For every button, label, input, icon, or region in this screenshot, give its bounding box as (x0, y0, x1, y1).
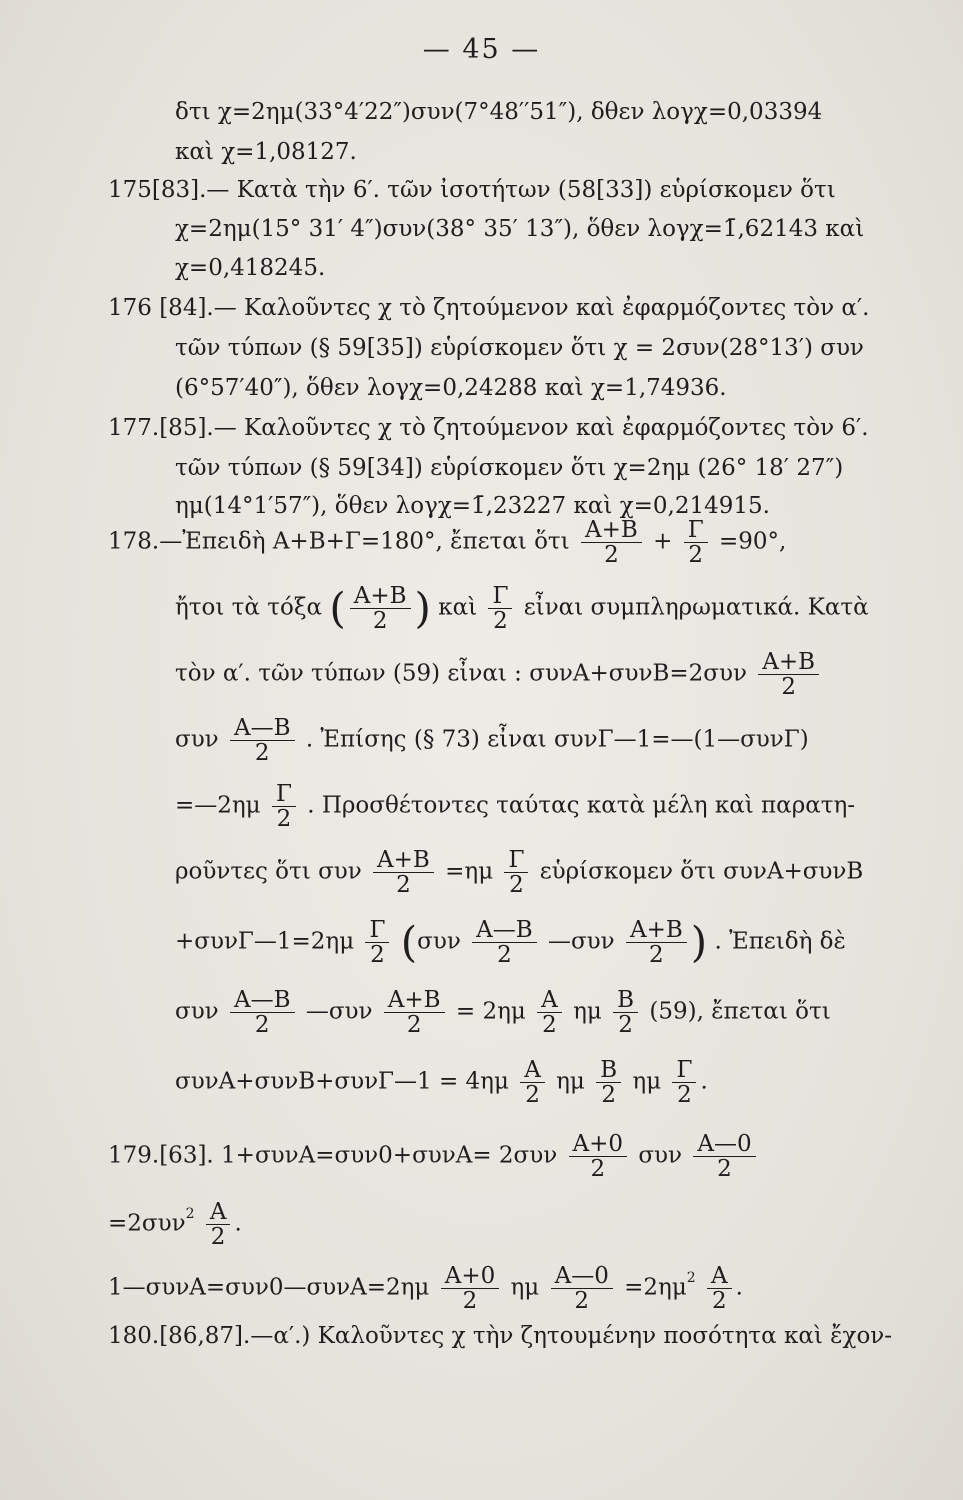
fraction: $\frac{B}{2}$ (613, 988, 638, 1037)
fraction: $\frac{A+0}{2}$ (441, 1264, 500, 1313)
fraction: $\frac{A}{2}$ (206, 1200, 231, 1249)
formula-line-178-d: συν $\frac{A—B}{2}$ . Ἐπίσης (§ 73) εἶναι συνΓ—1=—(1—συνΓ) (175, 715, 809, 766)
fraction: $\frac{A}{2}$ (520, 1058, 545, 1107)
fraction: $\frac{A—B}{2}$ (230, 716, 295, 765)
formula-line-178-g: +συνΓ—1=2ημ $\frac{\Gamma}{2}$ (συν $\frac{A—B}{2}$ —συν $\frac{A+B}{2}$ ) . Ἐπειδὴ δὲ (175, 917, 846, 968)
text-line-1: δτι χ=2ημ(33°4′22″)συν(7°48′′51″), δθεν λογχ=0,03394 (175, 99, 823, 125)
text-line-4: χ=2ημ(15° 31′ 4″)συν(38° 35′ 13″), ὅθεν λογχ=1̄,62143 καὶ (175, 216, 865, 242)
fraction: $\frac{A}{2}$ (537, 988, 562, 1037)
fraction: $\frac{A+B}{2}$ (384, 988, 445, 1037)
fraction: $\frac{A—0}{2}$ (551, 1264, 613, 1313)
fraction: $\frac{A+B}{2}$ (350, 584, 411, 633)
text-line-180: 180.[86,87].—α′.) Καλοῦντες χ τὴν ζητουμένην ποσότητα καὶ ἔχον- (108, 1323, 893, 1349)
fraction: $\frac{A+B}{2}$ (581, 518, 642, 567)
text-line-7: τῶν τύπων (§ 59[35]) εὑρίσκομεν ὅτι χ = 2συν(28°13′) συν (175, 335, 864, 361)
fraction: $\frac{\Gamma}{2}$ (272, 782, 296, 831)
page-number: — 45 — (422, 34, 541, 65)
fraction: $\frac{\Gamma}{2}$ (365, 918, 389, 967)
formula-line-178-f: ροῦντες ὅτι συν $\frac{A+B}{2}$ =ημ $\frac{\Gamma}{2}$ εὑρίσκομεν ὅτι συνΑ+συνΒ (175, 847, 864, 898)
fraction: $\frac{\Gamma}{2}$ (504, 848, 528, 897)
text-line-5: χ=0,418245. (175, 255, 326, 281)
fraction: $\frac{A+B}{2}$ (626, 918, 687, 967)
fraction: $\frac{A+0}{2}$ (569, 1132, 628, 1181)
fraction: $\frac{A—B}{2}$ (472, 918, 537, 967)
text-line-11: ημ(14°1′57″), ὅθεν λογχ=1̄,23227 καὶ χ=0,214915. (175, 493, 770, 519)
fraction: $\frac{A}{2}$ (707, 1264, 732, 1313)
fraction: $\frac{\Gamma}{2}$ (684, 518, 708, 567)
formula-line-178-c: τὸν α′. τῶν τύπων (59) εἶναι : συνΑ+συνΒ=2συν $\frac{A+B}{2}$ (175, 650, 823, 699)
text-line-176: 176 [84].— Καλοῦντες χ τὸ ζητούμενον καὶ ἐφαρμόζοντες τὸν α′. (108, 295, 870, 321)
formula-line-178-h: συν $\frac{A—B}{2}$ —συν $\frac{A+B}{2}$ = 2ημ $\frac{A}{2}$ ημ $\frac{B}{2}$ (59), ἔπεται ὅτι (175, 987, 831, 1038)
fraction: $\frac{\Gamma}{2}$ (488, 584, 512, 633)
text-line-175: 175[83].— Κατὰ τὴν 6′. τῶν ἰσοτήτων (58[33]) εὑρίσκομεν ὅτι (108, 177, 836, 203)
formula-line-178-b: ἤτοι τὰ τόξα ( $\frac{A+B}{2}$ ) καὶ $\frac{\Gamma}{2}$ εἶναι συμπληρωματικά. Κατὰ (175, 583, 869, 634)
text-line-10: τῶν τύπων (§ 59[34]) εὑρίσκομεν ὅτι χ=2ημ (26° 18′ 27″) (175, 455, 844, 481)
formula-line-178-e: =—2ημ $\frac{\Gamma}{2}$ . Προσθέτοντες ταύτας κατὰ μέλη καὶ παρατη- (175, 781, 856, 832)
formula-line-178-i: συνΑ+συνΒ+συνΓ—1 = 4ημ $\frac{A}{2}$ ημ $\frac{B}{2}$ ημ $\frac{\Gamma}{2}$ . (175, 1057, 708, 1108)
text-line-2: καὶ χ=1,08127. (175, 139, 357, 165)
fraction: $\frac{B}{2}$ (596, 1058, 621, 1107)
formula-line-178-a: 178.—Ἐπειδὴ Α+Β+Γ=180°, ἔπεται ὅτι $\frac{A+B}{2}$ + $\frac{\Gamma}{2}$ =90°, (108, 517, 787, 568)
fraction: $\frac{A—0}{2}$ (693, 1132, 755, 1181)
fraction: $\frac{A+B}{2}$ (758, 650, 819, 699)
fraction: $\frac{A+B}{2}$ (373, 848, 434, 897)
formula-line-179-b: =2συν$^2$ $\frac{A}{2}$ . (108, 1199, 242, 1250)
fraction: $\frac{A—B}{2}$ (230, 988, 295, 1037)
text-line-177: 177.[85].— Καλοῦντες χ τὸ ζητούμενον καὶ ἐφαρμόζοντες τὸν 6′. (108, 415, 869, 441)
fraction: $\frac{\Gamma}{2}$ (672, 1058, 696, 1107)
text-line-8: (6°57′40″), ὅθεν λογχ=0,24288 καὶ χ=1,74936. (175, 375, 727, 401)
formula-line-179-c: 1—συνΑ=συν0—συνΑ=2ημ $\frac{A+0}{2}$ ημ $\frac{A—0}{2}$ $=2\eta\mu^2$ $\frac{A}{2}$ . (108, 1263, 743, 1314)
formula-line-179-a: 179.[63]. 1+συνΑ=συν0+συνΑ= 2συν $\frac{A+0}{2}$ συν $\frac{A—0}{2}$ (108, 1132, 760, 1181)
